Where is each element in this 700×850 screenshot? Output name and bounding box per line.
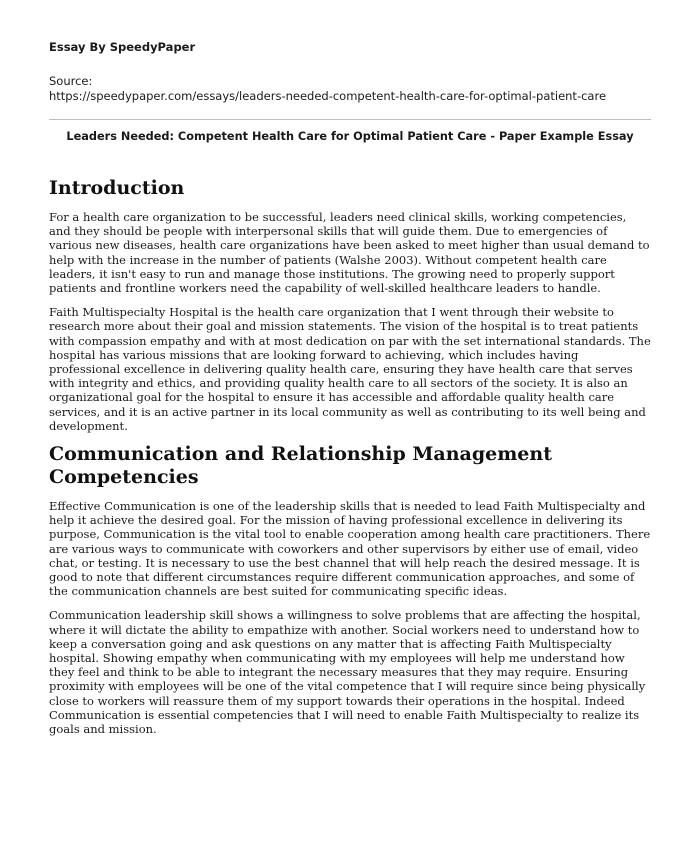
source-block	[49, 74, 651, 104]
document-title: Leaders Needed: Competent Health Care for Optimal Patient Care - Paper Example Essay	[66, 130, 634, 143]
divider	[49, 119, 651, 120]
paragraph: Communication leadership skill shows a willingness to solve problems that are affecting the hospital, where it will dictate the ability to empathize with another. Social workers need to understand how to keep a conversation going and ask questions on any matter that is affecting Faith Multispecialty hospital. Showing empathy when communicating with my employees will help me understand how they feel and think to be able to integrant the necessary measures that they may require. Ensuring proximity with employees will be one of the vital competence that I will require since being physically close to workers will reassure them of my support towards their operations in the hospital. Indeed Communication is essential competencies that I will need to enable Faith Multispecialty to realize its goals and mission.	[49, 608, 646, 737]
paragraph: Effective Communication is one of the leadership skills that is needed to lead Faith Multispecialty and help it achieve the desired goal. For the mission of having professional excellence in delivering its purpose, Communication is the vital tool to enable cooperation among health care practitioners. There are various ways to communicate with coworkers and other supervisors by either use of email, video chat, or testing. It is necessary to use the best channel that will help reach the desired message. It is good to note that different circumstances require different communication approaches, and some of the communication channels are best suited for communicating specific ideas.	[49, 499, 651, 599]
section-heading-communication: Communication and Relationship Management Competencies	[49, 443, 552, 489]
paragraph: For a health care organization to be successful, leaders need clinical skills, working competencies, and they should be people with interpersonal skills that will guide them. Due to emergencies of various new diseases, health care organizations have been asked to meet higher than usual demand to help with the increase in the number of patients (Walshe 2003). Without competent health care leaders, it isn't easy to run and manage those institutions. The growing need to properly support patients and frontline workers need the capability of well-skilled healthcare leaders to handle.	[49, 210, 650, 296]
paragraph: Faith Multispecialty Hospital is the health care organization that I went through their website to research more about their goal and mission statements. The vision of the hospital is to treat patients with compassion empathy and with at most dedication on par with the set international standards. The hospital has various missions that are looking forward to achieving, which includes having professional excellence in delivering quality health care, ensuring they have health care that serves with integrity and ethics, and providing quality health care to all sectors of the society. It is also an organizational goal for the hospital to ensure it has accessible and affordable quality health care services, and it is an active partner in its local community as well as contributing to its well being and development.	[49, 305, 651, 433]
section-heading-introduction: Introduction	[49, 177, 185, 199]
byline: Essay By SpeedyPaper	[49, 40, 196, 54]
source-label: Source:	[49, 74, 93, 88]
source-link[interactable]: https://speedypaper.com/essays/leaders-needed-competent-health-care-for-optimal-patient-care	[49, 89, 607, 103]
